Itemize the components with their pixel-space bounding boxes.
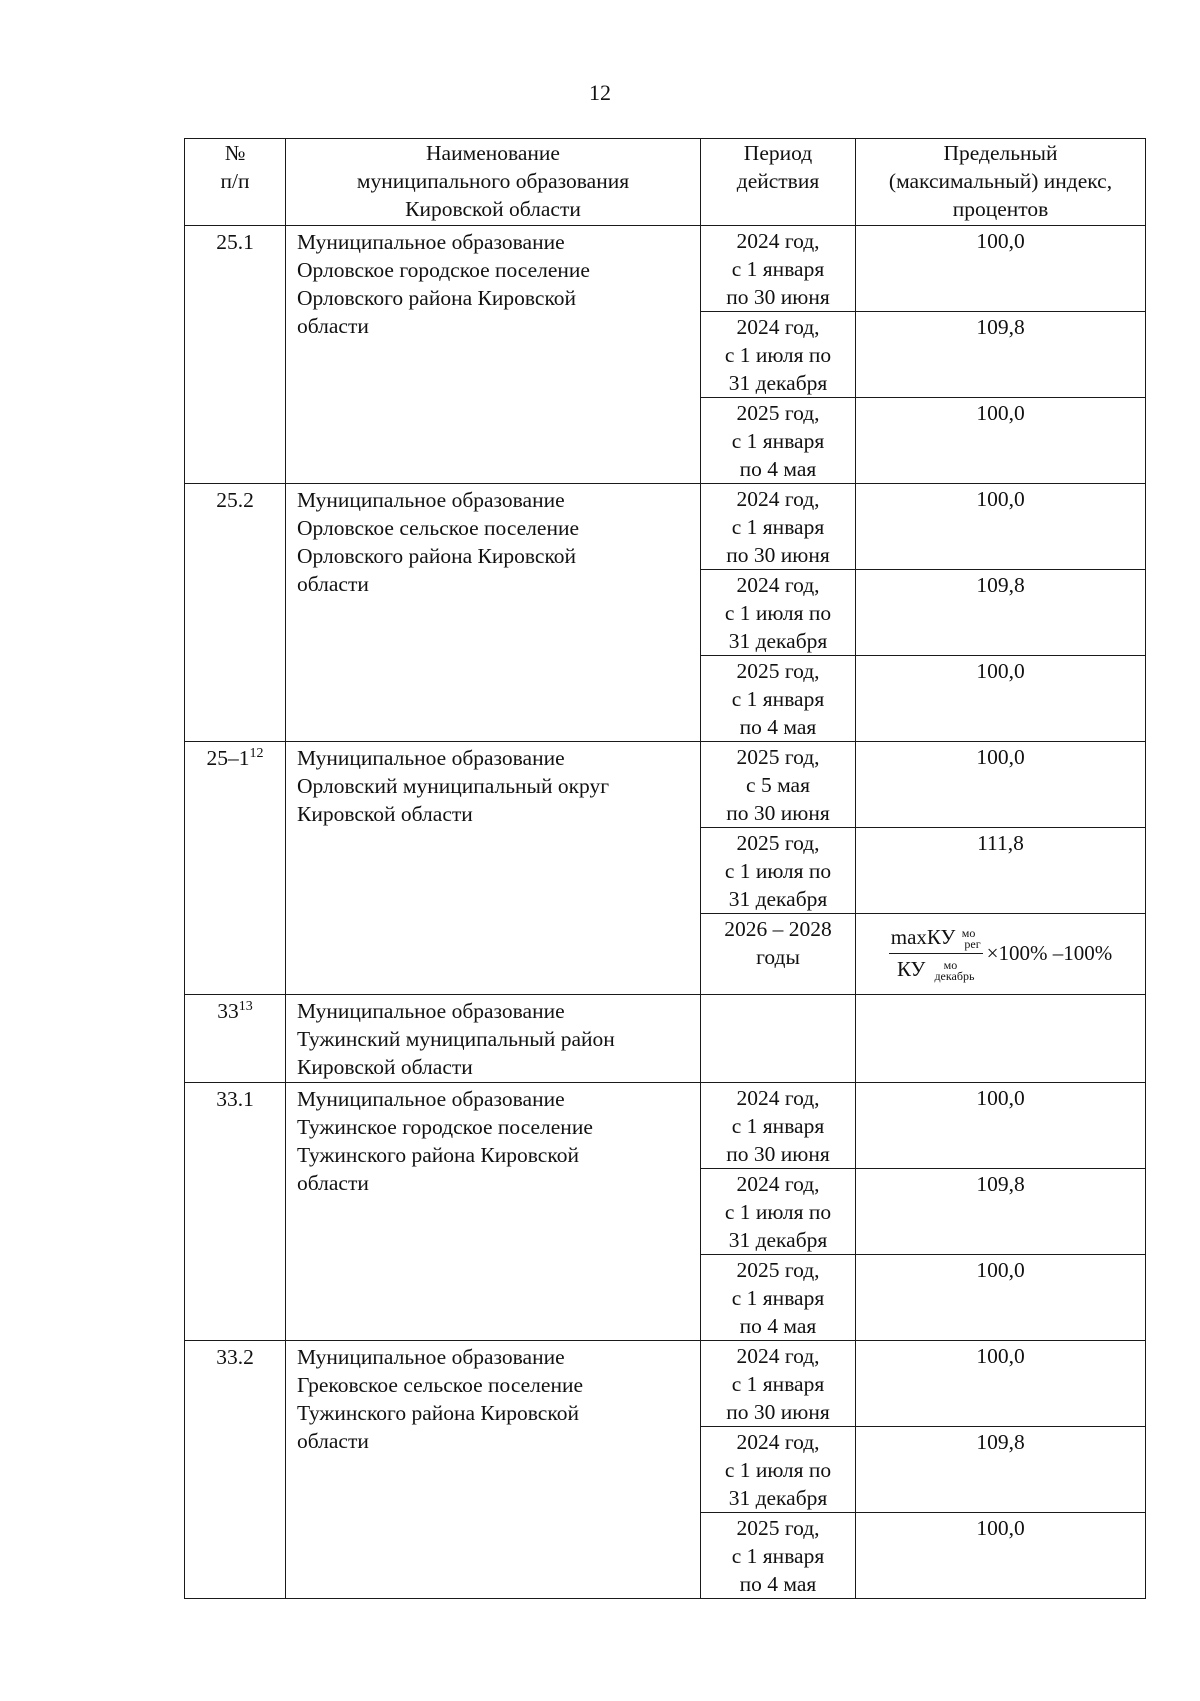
index-cell: 100,0 — [856, 656, 1146, 742]
period-cell: 2025 год, с 1 июля по 31 декабря — [701, 828, 856, 914]
row-number: 33.1 — [185, 1083, 286, 1341]
period-cell: 2026 – 2028 годы — [701, 914, 856, 995]
table-row — [185, 1083, 1146, 1169]
row-number: 33.2 — [185, 1341, 286, 1599]
index-cell: 109,8 — [856, 570, 1146, 656]
period-cell: 2025 год, с 1 января по 4 мая — [701, 656, 856, 742]
period-cell: 2024 год, с 1 июля по 31 декабря — [701, 1169, 856, 1255]
table-row — [185, 484, 1146, 570]
table-header — [185, 139, 1146, 226]
page-number: 12 — [589, 80, 611, 105]
row-number: 25.2 — [185, 484, 286, 742]
period-cell: 2024 год, с 1 июля по 31 декабря — [701, 570, 856, 656]
period-cell: 2024 год, с 1 января по 30 июня — [701, 226, 856, 312]
index-cell: 100,0 — [856, 1513, 1146, 1599]
index-cell: 109,8 — [856, 312, 1146, 398]
index-formula — [856, 915, 1145, 983]
municipality-name: Муниципальное образование Орловское городское поселение Орловского района Кировской области — [286, 226, 701, 484]
index-cell: 100,0 — [856, 226, 1146, 312]
period-cell: 2024 год, с 1 января по 30 июня — [701, 1083, 856, 1169]
formula-fraction — [889, 923, 983, 983]
tariff-index-table — [184, 138, 1146, 1599]
period-cell: 2025 год, с 1 января по 4 мая — [701, 1255, 856, 1341]
index-cell: 111,8 — [856, 828, 1146, 914]
formula-tail: ×100% –100% — [986, 941, 1113, 965]
index-cell: 100,0 — [856, 398, 1146, 484]
header-period: Период действия — [701, 139, 856, 226]
row-number: 33$^{13}$ — [185, 995, 286, 1083]
municipality-name: Муниципальное образование Тужинское городское поселение Тужинского района Кировской области — [286, 1083, 701, 1341]
table-row — [185, 742, 1146, 828]
period-cell: 2025 год, с 1 января по 4 мая — [701, 398, 856, 484]
header-num: № п/п — [185, 139, 286, 226]
footnote-mark: 13 — [238, 998, 253, 1014]
footnote-mark: 12 — [249, 745, 264, 761]
municipality-name: Муниципальное образование Орловское сельское поселение Орловского района Кировской области — [286, 484, 701, 742]
index-cell: 100,0 — [856, 484, 1146, 570]
index-cell: 100,0 — [856, 742, 1146, 828]
municipality-name: Муниципальное образование Тужинский муниципальный район Кировской области — [286, 995, 701, 1083]
period-cell: 2025 год, с 1 января по 4 мая — [701, 1513, 856, 1599]
table-row — [185, 995, 1146, 1083]
index-cell: 100,0 — [856, 1083, 1146, 1169]
table-body — [185, 226, 1146, 1599]
row-number: 25.1 — [185, 226, 286, 484]
table-row — [185, 1341, 1146, 1427]
header-index: Предельный (максимальный) индекс, процентов — [856, 139, 1146, 226]
index-cell: 109,8 — [856, 1427, 1146, 1513]
period-cell: 2025 год, с 5 мая по 30 июня — [701, 742, 856, 828]
municipality-name: Муниципальное образование Орловский муниципальный округ Кировской области — [286, 742, 701, 995]
index-formula-cell — [856, 914, 1146, 995]
row-number: 25–1$^{12}$ — [185, 742, 286, 995]
period-cell: 2024 год, с 1 июля по 31 декабря — [701, 1427, 856, 1513]
period-cell: 2024 год, с 1 января по 30 июня — [701, 1341, 856, 1427]
formula-denominator: КУ мо декабрь — [896, 957, 975, 984]
period-cell: 2024 год, с 1 января по 30 июня — [701, 484, 856, 570]
formula-numerator: maxКУ мо рег — [889, 923, 983, 954]
period-cell: 2024 год, с 1 июля по 31 декабря — [701, 312, 856, 398]
period-cell — [701, 995, 856, 1083]
index-cell — [856, 995, 1146, 1083]
municipality-name: Муниципальное образование Грековское сельское поселение Тужинского района Кировской области — [286, 1341, 701, 1599]
table-row — [185, 226, 1146, 312]
index-cell: 100,0 — [856, 1341, 1146, 1427]
index-cell: 109,8 — [856, 1169, 1146, 1255]
index-cell: 100,0 — [856, 1255, 1146, 1341]
header-name: Наименование муниципального образования Кировской области — [286, 139, 701, 226]
